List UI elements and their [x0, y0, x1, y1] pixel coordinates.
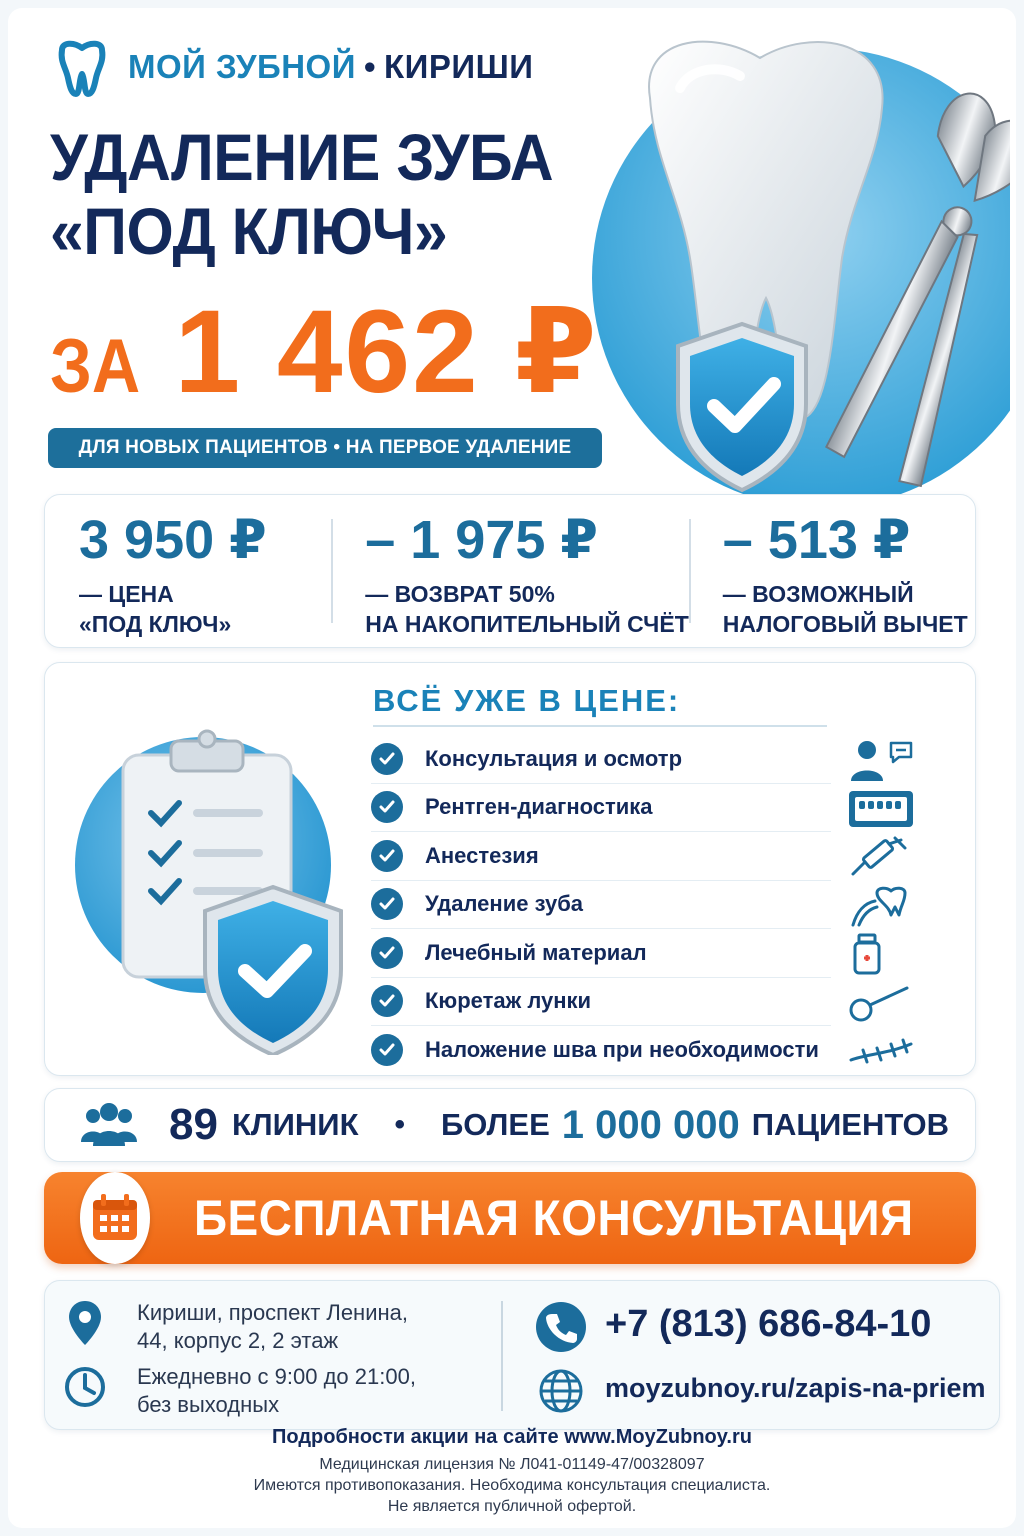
service-label: Рентген-диагностика: [425, 794, 653, 820]
included-heading: ВСЁ УЖЕ В ЦЕНЕ:: [373, 683, 681, 718]
stat-label-line-2: НАЛОГОВЫЙ ВЫЧЕТ: [722, 611, 968, 637]
clinic-address: [137, 1299, 408, 1355]
stat-cashback: [331, 495, 689, 647]
check-icon: [371, 985, 403, 1017]
contacts-card: [44, 1280, 1000, 1430]
suture-icon: [847, 1030, 917, 1072]
stat-value: – 1 975 ₽: [365, 510, 598, 570]
stat-label: [79, 579, 331, 639]
list-item: [371, 832, 831, 881]
service-label: Лечебный материал: [425, 939, 647, 965]
contraindications-note: Имеются противопоказания. Необходима консультация специалиста.: [253, 1477, 771, 1494]
xray-icon: [847, 788, 917, 830]
stat-label-line-1: — ВОЗМОЖНЫЙ: [722, 581, 914, 607]
price-prefix: ЗА: [50, 324, 141, 409]
syringe-icon: [847, 836, 917, 878]
clipboard-illustration: [73, 715, 373, 1055]
service-label: Удаление зуба: [425, 891, 584, 917]
shield-check-icon: [205, 887, 341, 1055]
globe-icon: [537, 1367, 585, 1415]
list-item: [371, 881, 831, 930]
stat-label-line-1: — ВОЗВРАТ 50%: [365, 581, 555, 607]
heading-underline: [373, 725, 827, 727]
clinics-separator: •: [394, 1108, 406, 1141]
patients-count: 1 000 000: [561, 1102, 740, 1147]
dental-mirror-icon: [847, 982, 917, 1024]
working-hours: [137, 1363, 416, 1419]
stat-value: – 513 ₽: [722, 510, 911, 570]
promo-details-note: Подробности акции на сайте www.MoyZubnoy.ru: [272, 1426, 752, 1448]
phone-icon: [535, 1301, 587, 1353]
brand-name: МОЙ ЗУБНОЙ: [128, 48, 356, 85]
tooth-extraction-icon: [847, 885, 917, 927]
hero-illustration: [590, 28, 1010, 498]
patients-prefix: БОЛЕЕ: [441, 1107, 550, 1142]
clock-icon: [63, 1363, 107, 1411]
free-consultation-button[interactable]: [44, 1172, 976, 1264]
stat-label-line-2: «ПОД КЛЮЧ»: [79, 611, 232, 637]
patients-label: ПАЦИЕНТОВ: [751, 1107, 950, 1142]
list-item: [371, 929, 831, 978]
cta-label: БЕСПЛАТНАЯ КОНСУЛЬТАЦИЯ: [193, 1190, 914, 1246]
list-item: [371, 735, 831, 784]
contacts-divider: [501, 1301, 503, 1411]
doctor-chat-icon: [847, 739, 917, 781]
stat-tax-deduction: [689, 495, 975, 647]
check-icon: [371, 840, 403, 872]
check-icon: [371, 743, 403, 775]
tooth-logo-icon: [52, 38, 112, 98]
list-item: [371, 1026, 831, 1075]
stat-label-line-2: НА НАКОПИТЕЛЬНЫЙ СЧЁТ: [365, 611, 689, 637]
service-label: Анестезия: [425, 842, 539, 868]
price-breakdown-card: [44, 494, 976, 648]
location-pin-icon: [63, 1299, 107, 1347]
service-label: Консультация и осмотр: [425, 745, 683, 771]
clinics-count: 89: [169, 1100, 218, 1149]
check-icon: [371, 1034, 403, 1066]
hours-line-2: без выходных: [137, 1392, 280, 1417]
phone-number-link[interactable]: +7 (813) 686-84-10: [605, 1303, 932, 1345]
brand-city: КИРИШИ: [384, 48, 534, 85]
check-icon: [371, 791, 403, 823]
license-note: Медицинская лицензия № Л041-01149-47/00328097: [319, 1456, 705, 1473]
address-line-1: Кириши, проспект Ленина,: [137, 1300, 408, 1325]
page-title: [50, 120, 553, 268]
promo-price: [50, 282, 616, 418]
stat-label: [365, 579, 689, 639]
hours-line-1: Ежедневно с 9:00 до 21:00,: [137, 1364, 416, 1389]
price-value: 1 462 ₽: [174, 286, 599, 418]
clinics-label: КЛИНИК: [231, 1107, 359, 1142]
stat-value: 3 950 ₽: [79, 510, 267, 570]
title-line-1: УДАЛЕНИЕ ЗУБА: [50, 120, 554, 194]
service-label: Наложение шва при необходимости: [425, 1037, 819, 1063]
check-icon: [371, 937, 403, 969]
list-item: [371, 978, 831, 1027]
included-services-list: [371, 735, 831, 1075]
medicine-bottle-icon: [847, 933, 917, 975]
service-label: Кюретаж лунки: [425, 988, 592, 1014]
check-icon: [371, 888, 403, 920]
brand-header: [128, 48, 533, 86]
brand-separator: •: [363, 48, 376, 85]
stat-full-price: [45, 495, 331, 647]
stat-label: [723, 579, 975, 639]
booking-website-link[interactable]: moyzubnoy.ru/zapis-na-priem: [605, 1373, 986, 1403]
offer-disclaimer: Не является публичной офертой.: [387, 1498, 637, 1515]
clinics-stats-bar: [44, 1088, 976, 1162]
people-icon: [79, 1102, 139, 1148]
offer-conditions-badge: ДЛЯ НОВЫХ ПАЦИЕНТОВ • НА ПЕРВОЕ УДАЛЕНИЕ: [48, 428, 602, 468]
title-line-2: «ПОД КЛЮЧ»: [50, 194, 448, 268]
address-line-2: 44, корпус 2, 2 этаж: [137, 1328, 339, 1353]
list-item: [371, 784, 831, 833]
included-services-card: [44, 662, 976, 1076]
stat-label-line-1: — ЦЕНА: [79, 581, 174, 607]
calendar-icon: [80, 1172, 150, 1264]
